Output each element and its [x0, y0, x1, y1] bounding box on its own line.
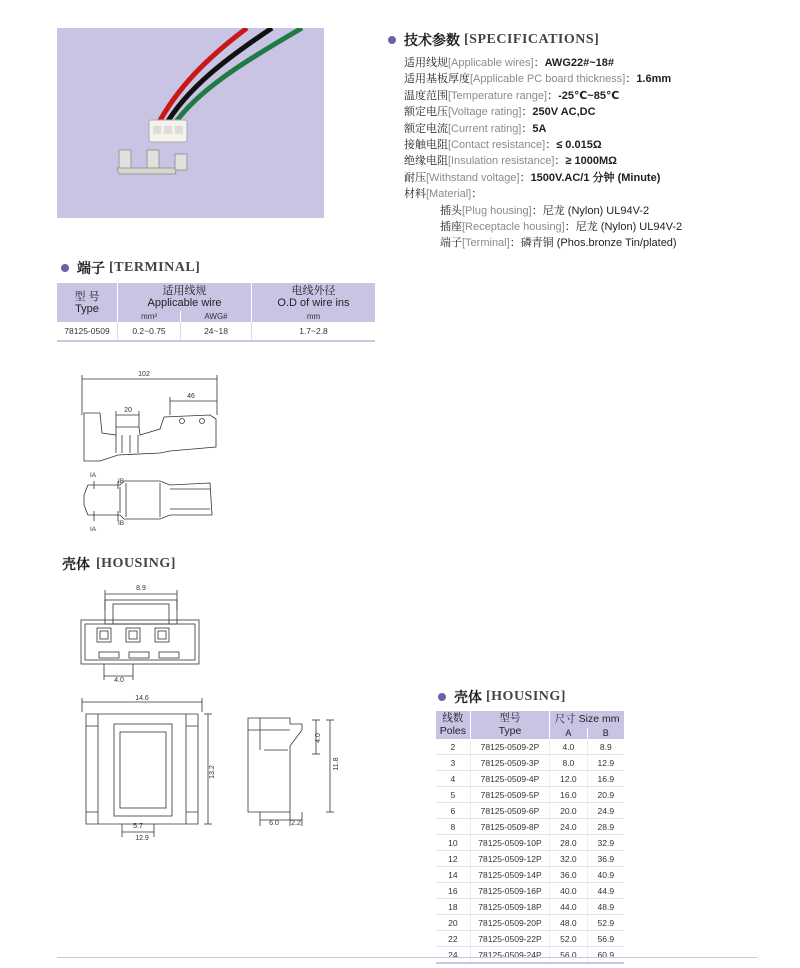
cell-poles: 12 [436, 851, 470, 867]
housing-heading-cn: 壳体 [62, 556, 90, 572]
cell-a: 8.0 [550, 755, 587, 771]
spec-row: 温度范围[Temperature range]：-25℃~85℃ [404, 89, 620, 102]
cell-type: 78125-0509-16P [470, 883, 549, 899]
cell-type: 78125-0509-2P [470, 739, 549, 755]
cell-type: 78125-0509-3P [470, 755, 549, 771]
cell-b: 56.9 [587, 931, 624, 947]
spec-row: 耐压[Withstand voltage]：1500V.AC/1 分钟 (Minute) [404, 171, 661, 184]
housing-drawing-heading [62, 554, 176, 574]
specs-heading-cn: 技术参数 [404, 32, 460, 48]
table-row [436, 867, 624, 883]
cell-type: 78125-0509-6P [470, 803, 549, 819]
col-od-header: 电线外径 O.D of wire ins [252, 283, 376, 311]
cell-type: 78125-0509-22P [470, 931, 549, 947]
specs-heading-en: [SPECIFICATIONS] [464, 32, 600, 47]
cell-poles: 24 [436, 947, 470, 964]
cell-b: 36.9 [587, 851, 624, 867]
cell-type: 78125-0509-10P [470, 835, 549, 851]
cell-poles: 8 [436, 819, 470, 835]
cell-a: 4.0 [550, 739, 587, 755]
label-ia-bottom: IA [90, 526, 97, 533]
spec-row: 接触电阻[Contact resistance]：≤ 0.015Ω [404, 139, 602, 152]
table-row [436, 803, 624, 819]
terminal-table [57, 283, 375, 342]
cell-poles: 20 [436, 915, 470, 931]
label-ib-bottom: IB [118, 520, 125, 527]
table-row [436, 755, 624, 771]
specs-heading [388, 30, 599, 50]
dim-4-0-side: 4.0 [315, 733, 322, 743]
sub-awg: AWG# [181, 311, 252, 322]
cell-a: 44.0 [550, 899, 587, 915]
cell-poles: 4 [436, 771, 470, 787]
specs-list [404, 55, 682, 252]
table-row: 78125-0509 0.2~0.75 24~18 1.7~2.8 [57, 322, 375, 341]
cell-b: 60.9 [587, 947, 624, 964]
cell-type: 78125-0509-18P [470, 899, 549, 915]
cell-a: 24.0 [550, 819, 587, 835]
dim-102: 102 [138, 371, 150, 378]
cell-b: 48.9 [587, 899, 624, 915]
dim-8-9: 8.9 [136, 585, 146, 592]
table-row [436, 899, 624, 915]
housing-table-heading-en: [HOUSING] [486, 689, 566, 704]
dim-11-8: 11.8 [333, 757, 340, 771]
product-photo [57, 28, 324, 218]
cell-b: 24.9 [587, 803, 624, 819]
col-b-header: B [587, 728, 624, 739]
cell-type: 78125-0509-12P [470, 851, 549, 867]
cell-type: 78125-0509-20P [470, 915, 549, 931]
terminal-heading-en: [TERMINAL] [109, 260, 201, 275]
dim-2-2: 2.2 [291, 820, 301, 827]
material-item: 端子[Terminal]：磷青铜 (Phos.bronze Tin/plated) [440, 237, 677, 250]
label-ia-top: IA [90, 472, 97, 479]
cell-b: 12.9 [587, 755, 624, 771]
cell-poles: 3 [436, 755, 470, 771]
spec-material-row: 材料[Material]： [404, 188, 483, 201]
cell-poles: 5 [436, 787, 470, 803]
col-type-header: 型号 Type [470, 711, 549, 739]
cell-a: 40.0 [550, 883, 587, 899]
col-size-header: 尺寸 Size mm [550, 711, 624, 728]
material-item: 插头[Plug housing]：尼龙 (Nylon) UL94V-2 [440, 204, 650, 217]
dim-5-7: 5.7 [133, 823, 143, 830]
dim-4-0: 4.0 [114, 677, 124, 684]
table-row [436, 915, 624, 931]
cell-a: 36.0 [550, 867, 587, 883]
cell-b: 16.9 [587, 771, 624, 787]
dim-46: 46 [187, 393, 195, 400]
cell-type: 78125-0509-8P [470, 819, 549, 835]
material-item: 插座[Receptacle housing]：尼龙 (Nylon) UL94V-2 [440, 221, 683, 234]
housing-heading-en: [HOUSING] [96, 556, 176, 571]
dim-12-9: 12.9 [135, 835, 149, 842]
cell-b: 20.9 [587, 787, 624, 803]
table-header-row [436, 711, 624, 728]
terminal-heading-cn: 端子 [77, 260, 105, 276]
col-type-header: 型 号 Type [57, 283, 118, 322]
cell-poles: 2 [436, 739, 470, 755]
housing-top-drawing [72, 692, 222, 842]
cell-poles: 18 [436, 899, 470, 915]
cell-a: 28.0 [550, 835, 587, 851]
spec-row: 额定电流[Current rating]：5A [404, 122, 547, 135]
cell-a: 48.0 [550, 915, 587, 931]
dim-13-2: 13.2 [209, 765, 216, 779]
connector-photo-illustration [57, 28, 324, 218]
dim-6-0: 6.0 [269, 820, 279, 827]
col-poles-header: 线数 Poles [436, 711, 470, 739]
spec-row: 适用线规[Applicable wires]：AWG22#~18# [404, 57, 614, 69]
cell-a: 12.0 [550, 771, 587, 787]
table-row [436, 819, 624, 835]
housing-front-drawing [75, 580, 205, 685]
table-header-row [57, 283, 375, 311]
cell-a: 52.0 [550, 931, 587, 947]
terminal-heading [61, 258, 200, 278]
cell-poles: 10 [436, 835, 470, 851]
dim-14-6: 14.6 [135, 695, 149, 702]
bullet-dot-icon [61, 264, 69, 272]
cell-poles: 22 [436, 931, 470, 947]
dim-20: 20 [124, 407, 132, 414]
cell-poles: 6 [436, 803, 470, 819]
spec-row: 适用基板厚度[Applicable PC board thickness]：1.6mm [404, 73, 672, 86]
spec-row: 额定电压[Voltage rating]：250V AC,DC [404, 106, 596, 119]
col-a-header: A [550, 728, 587, 739]
table-row [436, 931, 624, 947]
table-row [436, 739, 624, 755]
table-row [436, 883, 624, 899]
sub-mm2: mm [252, 311, 376, 322]
bullet-dot-icon [388, 36, 396, 44]
spec-row: 绝缘电阻[Insulation resistance]：≥ 1000MΩ [404, 155, 617, 168]
cell-type: 78125-0509-4P [470, 771, 549, 787]
terminal-drawing [60, 365, 240, 540]
cell-poles: 16 [436, 883, 470, 899]
table-row [436, 947, 624, 964]
sub-mm: mm² [118, 311, 181, 322]
cell-b: 32.9 [587, 835, 624, 851]
cell-type: 78125-0509-14P [470, 867, 549, 883]
cell-type: 78125-0509-24P [470, 947, 549, 964]
label-ib-top: IB [118, 478, 125, 485]
cell-a: 32.0 [550, 851, 587, 867]
cell-type: 78125-0509-5P [470, 787, 549, 803]
table-row [436, 787, 624, 803]
housing-table [436, 711, 624, 964]
cell-b: 52.9 [587, 915, 624, 931]
bullet-dot-icon [438, 693, 446, 701]
housing-table-heading [438, 687, 566, 707]
cell-a: 20.0 [550, 803, 587, 819]
col-wire-header: 适用线规 Applicable wire [118, 283, 252, 311]
cell-poles: 14 [436, 867, 470, 883]
cell-b: 40.9 [587, 867, 624, 883]
cell-a: 56.0 [550, 947, 587, 964]
table-row [436, 835, 624, 851]
housing-side-drawing [240, 710, 350, 830]
cell-a: 16.0 [550, 787, 587, 803]
footer-divider [57, 957, 757, 958]
cell-b: 44.9 [587, 883, 624, 899]
table-row [436, 771, 624, 787]
cell-b: 8.9 [587, 739, 624, 755]
cell-b: 28.9 [587, 819, 624, 835]
housing-table-heading-cn: 壳体 [454, 689, 482, 705]
housing-table-body [436, 739, 624, 963]
table-row [436, 851, 624, 867]
